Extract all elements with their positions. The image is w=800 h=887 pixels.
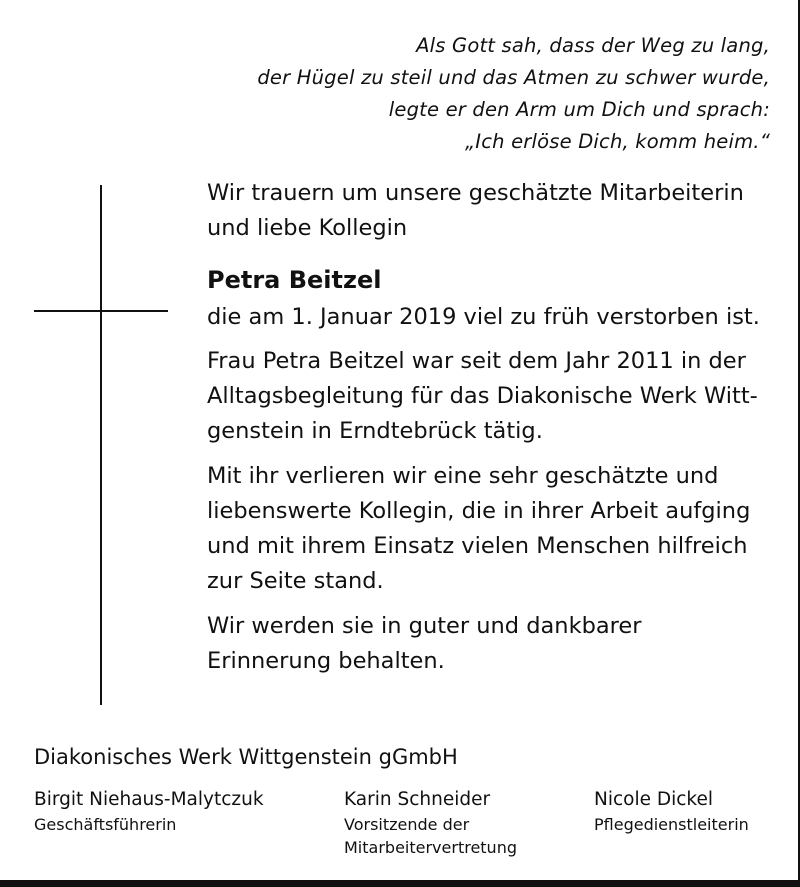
text-line: zur Seite stand.: [207, 568, 384, 594]
deceased-name: Petra Beitzel: [207, 266, 382, 294]
cross-icon-crossbar: [34, 310, 168, 312]
poem-quote: [257, 30, 770, 158]
main-text: [207, 176, 782, 679]
text-line: Erinnerung behalten.: [207, 648, 445, 674]
death-line: die am 1. Januar 2019 viel zu früh verstorben ist.: [207, 304, 760, 330]
text-line: genstein in Erndtebrück tätig.: [207, 418, 543, 444]
signatory: [594, 787, 749, 836]
poem-line: der Hügel zu steil und das Atmen zu schwer wurde,: [257, 66, 770, 89]
text-line: liebenswerte Kollegin, die in ihrer Arbeit aufging: [207, 498, 751, 524]
signatory-role: Mitarbeitervertretung: [344, 838, 517, 857]
paragraph-loss: [207, 459, 782, 599]
signatory-name: Nicole Dickel: [594, 789, 714, 810]
organization-name: Diakonisches Werk Wittgenstein gGmbH: [34, 745, 458, 769]
signatory-role: Pflegedienstleiterin: [594, 815, 749, 834]
paragraph-work: [207, 344, 782, 449]
text-line: und mit ihrem Einsatz vielen Menschen hilfreich: [207, 533, 748, 559]
intro-line: und liebe Kollegin: [207, 215, 408, 241]
paragraph-memory: [207, 609, 782, 679]
intro-text: [207, 176, 782, 246]
poem-line: Als Gott sah, dass der Weg zu lang,: [416, 34, 770, 57]
intro-line: Wir trauern um unsere geschätzte Mitarbeiterin: [207, 180, 744, 206]
poem-line: „Ich erlöse Dich, komm heim.“: [464, 130, 770, 153]
signatory-role: Vorsitzende der: [344, 815, 470, 834]
signatory-name: Birgit Niehaus-Malytczuk: [34, 789, 264, 810]
poem-line: legte er den Arm um Dich und sprach:: [388, 98, 770, 121]
signatory-name: Karin Schneider: [344, 789, 491, 810]
signatory: [344, 787, 517, 859]
signatory-role: Geschäftsführerin: [34, 815, 177, 834]
text-line: Wir werden sie in guter und dankbarer: [207, 613, 642, 639]
text-line: Mit ihr verlieren wir eine sehr geschätzte und: [207, 463, 719, 489]
cross-icon: [100, 185, 102, 705]
signatory: [34, 787, 264, 836]
text-line: Frau Petra Beitzel war seit dem Jahr 2011 in der: [207, 348, 746, 374]
text-line: Alltagsbegleitung für das Diakonische Werk Witt-: [207, 383, 758, 409]
